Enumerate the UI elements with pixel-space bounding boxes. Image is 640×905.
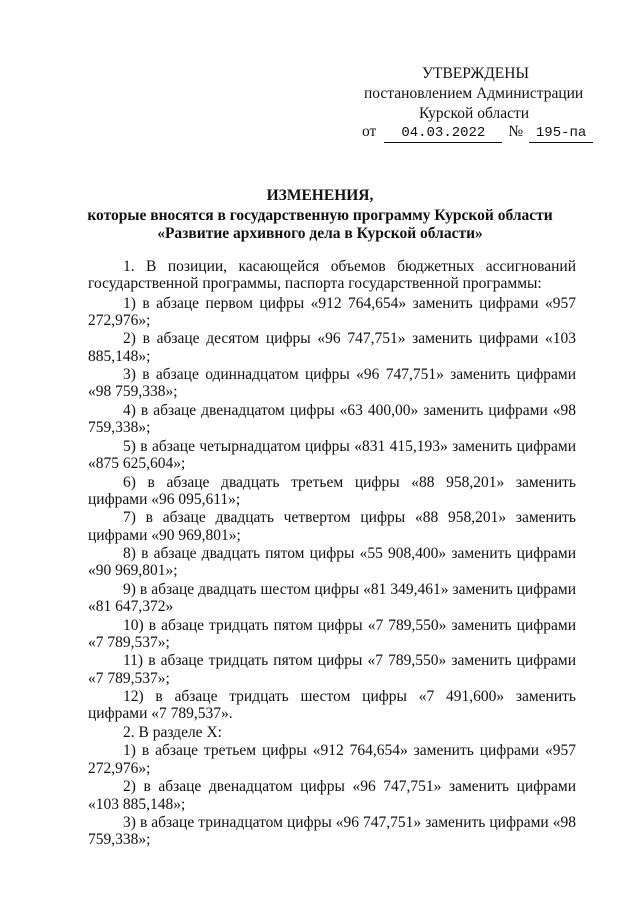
approval-date-line <box>362 122 593 143</box>
approval-line-3: Курской области <box>419 105 530 122</box>
paragraph: 5) в абзаце четырнадцатом цифры «831 415,193» заменить цифрами «875 625,604»; <box>88 437 576 473</box>
paragraph: 2) в абзаце десятом цифры «96 747,751» заменить цифрами «103 885,148»; <box>88 330 576 365</box>
paragraph: 8) в абзаце двадцать пятом цифры «55 908,400» заменить цифрами «90 969,801»; <box>88 545 576 580</box>
paragraph: 1) в абзаце первом цифры «912 764,654» заменить цифрами «957 272,976»; <box>88 294 576 329</box>
paragraph: 7) в абзаце двадцать четвертом цифры «88 958,201» заменить цифрами «90 969,801»; <box>88 509 576 544</box>
decree-date: 04.03.2022 <box>384 125 502 143</box>
paragraph: 10) в абзаце тридцать пятом цифры «7 789,550» заменить цифрами «7 789,537»; <box>88 616 576 651</box>
document-title: ИЗМЕНЕНИЯ, <box>266 187 374 204</box>
decree-number: 195-па <box>529 125 593 143</box>
approval-title: УТВЕРЖДЕНЫ <box>422 65 529 82</box>
number-label: № <box>508 123 524 140</box>
paragraph: 3) в абзаце тринадцатом цифры «96 747,751» заменить цифрами «98 759,338»; <box>88 814 576 849</box>
paragraph: 1) в абзаце третьем цифры «912 764,654» заменить цифрами «957 272,976»; <box>88 742 576 777</box>
paragraph: 4) в абзаце двенадцатом цифры «63 400,00» заменить цифрами «98 759,338»; <box>88 401 576 437</box>
document-body <box>88 258 576 850</box>
section-heading: 2. В разделе X: <box>123 723 222 741</box>
document-subtitle-1: которые вносятся в государственную программу Курской области <box>87 207 553 224</box>
from-label: от <box>362 123 377 140</box>
paragraph: 9) в абзаце двадцать шестом цифры «81 349,461» заменить цифрами «81 647,372» <box>88 580 576 616</box>
paragraph: 11) в абзаце тридцать пятом цифры «7 789,550» заменить цифрами «7 789,537»; <box>88 652 576 687</box>
document-subtitle-2: «Развитие архивного дела в Курской области» <box>157 225 483 242</box>
approval-line-2: постановлением Администрации <box>364 85 584 102</box>
paragraph: 1. В позиции, касающейся объемов бюджетных ассигнований государственной программы, паспорта государственной программы: <box>88 258 576 293</box>
paragraph: 6) в абзаце двадцать третьем цифры «88 958,201» заменить цифрами «96 095,611»; <box>88 473 576 508</box>
paragraph: 3) в абзаце одиннадцатом цифры «96 747,751» заменить цифрами «98 759,338»; <box>88 366 576 401</box>
paragraph: 12) в абзаце тридцать шестом цифры «7 491,600» заменить цифрами «7 789,537». <box>88 688 576 723</box>
paragraph: 2) в абзаце двенадцатом цифры «96 747,751» заменить цифрами «103 885,148»; <box>88 778 576 813</box>
